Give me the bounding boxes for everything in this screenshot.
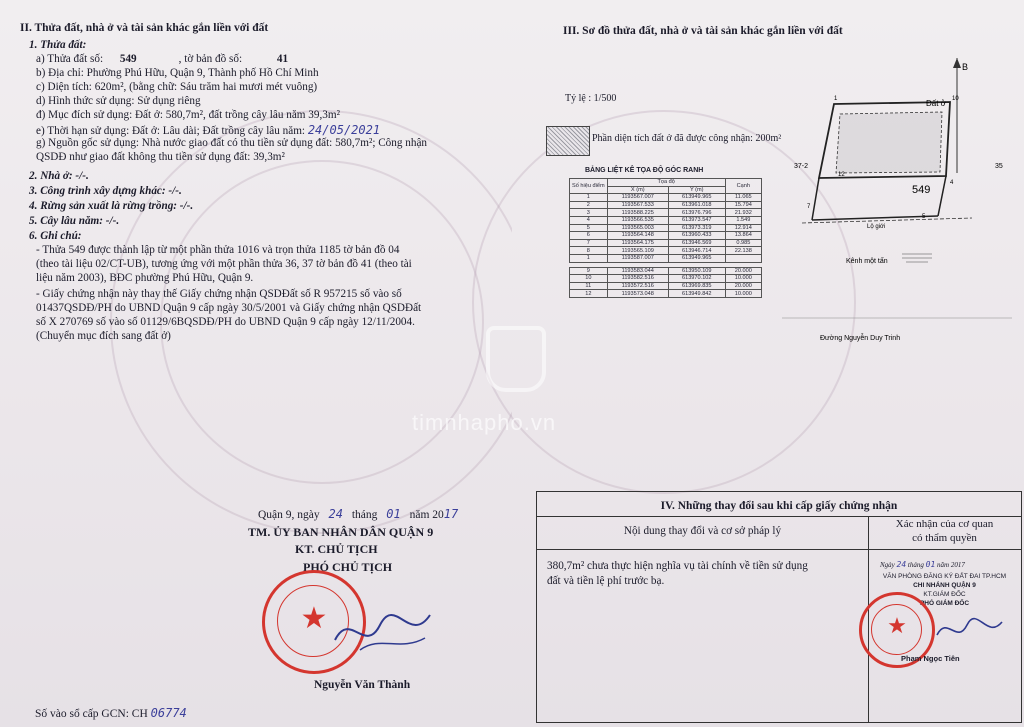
col-confirm-header-2: có thẩm quyền: [912, 532, 977, 544]
sign-day: 24: [328, 507, 343, 521]
coord-cell-y: 613976.796: [668, 209, 725, 217]
point-label: 10: [952, 96, 959, 102]
coord-cell-y: 613949.965: [668, 254, 725, 262]
register-value: 06774: [150, 706, 187, 720]
map-sheet-number: 41: [276, 53, 289, 65]
coord-row: [570, 232, 762, 240]
coord-table-title: BẢNG LIỆT KÊ TỌA ĐỘ GÓC RANH: [585, 167, 704, 174]
coord-row: [570, 267, 762, 275]
coord-cell-edge: [725, 254, 761, 262]
official-seal-right: ★: [859, 592, 935, 668]
coord-cell-n: 10: [570, 275, 608, 283]
coord-row: [570, 254, 762, 262]
coord-row: [570, 275, 762, 283]
land-type-label: Đất ở: [926, 99, 946, 108]
coord-cell-edge: 15.794: [725, 201, 761, 209]
legend-text: Phần diện tích đất ở đã được công nhận: 200m²: [592, 133, 782, 144]
confirm-date: [880, 560, 965, 569]
register-number: [35, 706, 187, 721]
confirm-year: năm 2017: [937, 561, 965, 569]
north-label: B: [962, 62, 969, 72]
setback-line: [802, 218, 972, 223]
coord-row: [570, 209, 762, 217]
col-edge: Cạnh: [725, 179, 761, 194]
note-line: số X 270769 số vào số 01129/6BQSDĐ/PH do UBND Quận 9 cấp ngày 12/11/2004.: [36, 316, 415, 328]
coord-cell-edge: 12.914: [725, 224, 761, 232]
confirm-date-prefix: Ngày: [880, 561, 895, 569]
coord-cell-x: 1193565.109: [607, 247, 668, 255]
coord-cell-x: 1193565.003: [607, 224, 668, 232]
coord-cell-edge: 20.000: [725, 267, 761, 275]
coord-table: [569, 178, 762, 298]
coord-cell-x: 1193588.225: [607, 209, 668, 217]
coord-row: [570, 290, 762, 298]
section3-title: III. Sơ đồ thửa đất, nhà ở và tài sản khác gắn liền với đất: [563, 25, 843, 37]
coord-cell-n: 9: [570, 267, 608, 275]
legend-swatch: [546, 126, 590, 156]
usage-form: d) Hình thức sử dụng: Sử dụng riêng: [36, 95, 201, 107]
point-label: 7: [807, 204, 811, 210]
point-label: 4: [950, 180, 954, 186]
notes-heading: 6. Ghi chú:: [29, 230, 82, 242]
note-line: - Thửa 549 được thành lập từ một phần thửa 1016 và trọn thửa 1185 tờ bản đồ 04: [36, 244, 400, 256]
coord-row: [570, 201, 762, 209]
confirm-month-label: tháng: [907, 561, 924, 569]
coord-cell-y: 613961.018: [668, 201, 725, 209]
usage-term-label: e) Thời hạn sử dụng: Đất ở: Lâu dài; Đất trồng cây lâu năm:: [36, 125, 306, 137]
usage-term-date: 24/05/2021: [307, 123, 381, 137]
land-heading: 1. Thửa đất:: [29, 39, 87, 51]
coord-cell-y: 613973.319: [668, 224, 725, 232]
coord-row: [570, 239, 762, 247]
coord-cell-y: 613949.842: [668, 290, 725, 298]
coord-cell-n: 11: [570, 282, 608, 290]
coord-cell-x: 1193583.044: [607, 267, 668, 275]
signer-name: Nguyễn Văn Thành: [314, 679, 411, 691]
confirm-day: 24: [896, 560, 907, 569]
col-content-header: Nội dung thay đổi và cơ sở pháp lý: [623, 525, 782, 537]
coord-row: [570, 216, 762, 224]
coord-cell-n: 8: [570, 247, 608, 255]
perennial-line: 5. Cây lâu năm: -/-.: [29, 215, 120, 227]
coord-cell-y: 613950.109: [668, 267, 725, 275]
coord-cell-y: 613960.433: [668, 232, 725, 240]
register-label: Số vào sổ cấp GCN: CH: [35, 708, 148, 720]
section2-title: II. Thửa đất, nhà ở và tài sản khác gắn liền với đất: [20, 22, 269, 34]
sign-year-label: năm 20: [409, 509, 444, 521]
sign-month: 01: [386, 507, 401, 521]
coord-cell-edge: 21.932: [725, 209, 761, 217]
residential-area: [836, 112, 942, 173]
usage-purpose: đ) Mục đích sử dụng: Đất ở: 580,7m², đất trồng cây lâu năm 39,3m²: [36, 109, 340, 121]
point-label: 5: [922, 214, 926, 220]
change-content-line-1: 380,7m² chưa thực hiện nghĩa vụ tài chính về tiền sử dụng: [547, 560, 808, 572]
coord-cell-edge: 13.864: [725, 232, 761, 240]
map-sheet-label: , tờ bản đồ số:: [178, 53, 243, 65]
coord-cell-x: 1193572.516: [607, 282, 668, 290]
coord-row: [570, 194, 762, 202]
coord-cell-n: 12: [570, 290, 608, 298]
office-name: VĂN PHÒNG ĐĂNG KÝ ĐẤT ĐAI TP.HCM: [882, 573, 1007, 580]
coord-cell-n: 5: [570, 224, 608, 232]
parcel-edge: [938, 176, 946, 216]
section4-title: IV. Những thay đổi sau khi cấp giấy chứng nhận: [660, 500, 898, 512]
coord-row: [570, 247, 762, 255]
sign-year: 17: [443, 507, 459, 521]
official-seal-left: ★: [262, 570, 366, 674]
coord-cell-x: 1193567.007: [607, 194, 668, 202]
parcel-label: 549: [912, 184, 931, 196]
coord-cell-edge: 10.000: [725, 275, 761, 283]
coord-cell-n: 6: [570, 232, 608, 240]
note-line: 01437QSDĐ/PH do UBND Quận 9 cấp ngày 30/5/2001 và Giấy chứng nhận QSDĐất: [36, 302, 422, 314]
col-point: Số hiệu điểm: [570, 179, 608, 194]
col-x: X (m): [607, 186, 668, 194]
adjacent-right: 35: [995, 163, 1003, 170]
watermark-text: timnhapho.vn: [412, 410, 557, 435]
coord-cell-edge: 22.138: [725, 247, 761, 255]
origin-line-2: QSDĐ như giao đất không thu tiền sử dụng đất: 39,3m²: [36, 151, 285, 163]
coord-cell-n: 4: [570, 216, 608, 224]
kt-title: KT. CHỦ TỊCH: [295, 542, 378, 556]
point-label: 1: [834, 96, 838, 102]
kt-director: KT.GIÁM ĐỐC: [923, 591, 966, 598]
forest-line: 4. Rừng sản xuất là rừng trồng: -/-.: [29, 200, 194, 212]
coord-cell-n: 3: [570, 209, 608, 217]
vice-title: PHÓ CHỦ TỊCH: [303, 560, 393, 574]
parcel-edge: [812, 178, 819, 220]
sign-date: [258, 507, 458, 522]
note-line: (theo tài liệu 02/CT-UB), tương ứng với một phần thửa 36, 37 tờ bản đồ 41 (theo tài: [36, 258, 412, 270]
changes-box: [536, 491, 1022, 723]
origin-line-1: g) Nguồn gốc sử dụng: Nhà nước giao đất có thu tiền sử dụng đất: 580,7m²; Công nhận: [36, 137, 428, 149]
right-page: [412, 0, 1024, 727]
road-label: Đường Nguyễn Duy Trinh: [820, 335, 901, 342]
coord-cell-n: 1: [570, 254, 608, 262]
parcel-number: 549: [119, 53, 137, 65]
area: c) Diện tích: 620m², (bằng chữ: Sáu trăm hai mươi mét vuông): [36, 81, 318, 93]
col-confirm-header-1: Xác nhận của cơ quan: [895, 518, 994, 530]
coord-cell-edge: 1.549: [725, 216, 761, 224]
note-line: - Giấy chứng nhận này thay thế Giấy chứng nhận QSDĐất số R 957215 số vào số: [36, 288, 402, 300]
branch-name: CHI NHÁNH QUẬN 9: [913, 582, 976, 589]
authority: TM. ỦY BAN NHÂN DÂN QUẬN 9: [248, 525, 434, 539]
parcel-number-row: [36, 53, 288, 67]
coord-cell-edge: 0.985: [725, 239, 761, 247]
coord-cell-n: 7: [570, 239, 608, 247]
coord-row: [570, 282, 762, 290]
construction-line: 3. Công trình xây dựng khác: -/-.: [29, 185, 182, 197]
coord-cell-x: 1193566.535: [607, 216, 668, 224]
coord-cell-y: 613973.547: [668, 216, 725, 224]
adjacent-left: 37-2: [794, 163, 809, 170]
coord-cell-x: 1193564.175: [607, 239, 668, 247]
coord-cell-y: 613946.569: [668, 239, 725, 247]
col-coord: Tọa độ: [607, 179, 725, 187]
coord-cell-y: 613970.102: [668, 275, 725, 283]
north-arrow-head: [953, 58, 961, 68]
coord-cell-x: 1193587.007: [607, 254, 668, 262]
vice-director: PHÓ GIÁM ĐỐC: [919, 600, 970, 607]
coord-row: [570, 224, 762, 232]
signature-left: [330, 600, 440, 660]
sign-month-label: tháng: [351, 509, 378, 521]
watermark-house-icon: [486, 326, 546, 392]
canal-symbol: [902, 254, 932, 262]
house-line: 2. Nhà ở: -/-.: [29, 170, 89, 182]
point-label: 12: [838, 172, 845, 178]
coord-cell-y: 613969.835: [668, 282, 725, 290]
coord-cell-x: 1193582.516: [607, 275, 668, 283]
coord-cell-y: 613949.965: [668, 194, 725, 202]
coord-cell-edge: 10.000: [725, 290, 761, 298]
coord-cell-n: 2: [570, 201, 608, 209]
coord-cell-x: 1193573.048: [607, 290, 668, 298]
confirm-signer: Phạm Ngọc Tiên: [901, 654, 960, 663]
change-content-line-2: đất và tiền lệ phí trước bạ.: [547, 575, 665, 587]
note-line: liệu năm 2003), BĐC phường Phú Hữu, Quận 9.: [36, 272, 254, 284]
coord-cell-x: 1193564.148: [607, 232, 668, 240]
coord-cell-edge: 11.065: [725, 194, 761, 202]
signature-right: [932, 610, 1012, 650]
map-scale: Tỷ lệ : 1/500: [565, 93, 617, 104]
coord-cell-edge: 20.000: [725, 282, 761, 290]
address: b) Địa chỉ: Phường Phú Hữu, Quận 9, Thành phố Hồ Chí Minh: [36, 67, 319, 79]
setback-label: Lộ giới: [867, 224, 886, 230]
confirm-month: 01: [925, 560, 936, 569]
coord-cell-x: 1193567.533: [607, 201, 668, 209]
parcel-number-label: a) Thửa đất số:: [36, 53, 104, 65]
coord-cell-y: 613946.714: [668, 247, 725, 255]
sign-date-prefix: Quận 9, ngày: [258, 509, 320, 521]
canal-label: Kênh một tấn: [846, 258, 888, 265]
col-y: Y (m): [668, 186, 725, 194]
coord-cell-n: 1: [570, 194, 608, 202]
note-line: (Chuyển mục đích sang đất ở): [36, 330, 171, 342]
parcel-sketch: [772, 48, 1022, 348]
